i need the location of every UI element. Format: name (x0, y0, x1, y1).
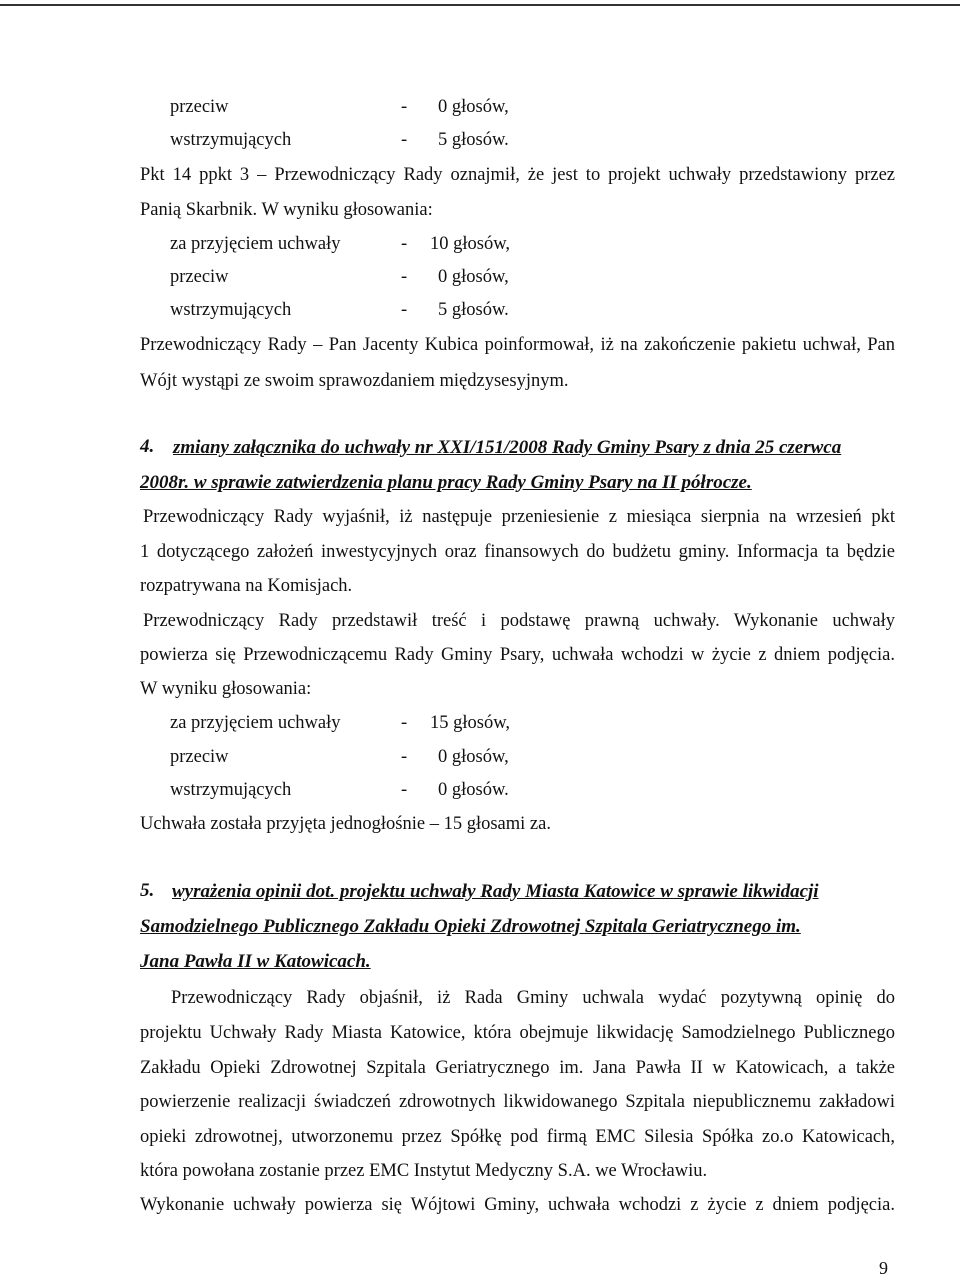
section5-para-line: która powołana zostanie przez EMC Instytut Medyczny S.A. we Wrocławiu. (140, 1161, 708, 1181)
vote-label: wstrzymujących (170, 780, 292, 800)
vote-label: za przyjęciem uchwały (170, 713, 341, 733)
vote-dash: - (401, 97, 408, 117)
section5-para-line: Przewodniczący Rady objaśnił, iż Rada Gminy uchwala wydać pozytywną opinię do (171, 988, 895, 1008)
section4-para-line: 1 dotyczącego założeń inwestycyjnych oraz finansowych do budżetu gminy. Informacja ta będzie (140, 542, 895, 562)
section4-title (140, 471, 752, 495)
vote-count: 5 głosów. (438, 130, 509, 150)
vote-label: przeciw (170, 747, 229, 767)
page-number: 9 (879, 1258, 888, 1278)
section5-title (140, 915, 801, 939)
section5-para-line: Zakładu Opieki Zdrowotnej Szpitala Geriatrycznego im. Jana Pawła II w Katowicach, a także (140, 1058, 895, 1078)
vote-count: 5 głosów. (438, 300, 509, 320)
section4-result: Uchwała została przyjęta jednogłośnie – 15 głosami za. (140, 814, 551, 834)
section5-para-line: opieki zdrowotnej, utworzonemu przez Spółkę pod firmą EMC Silesia Spółka zo.o Katowicach, (140, 1127, 895, 1147)
pkt14-line: Pkt 14 ppkt 3 – Przewodniczący Rady oznajmił, że jest to projekt uchwały przedstawiony przez (140, 165, 895, 185)
section5-para-line: powierzenie realizacji świadczeń zdrowotnych likwidowanego Szpitala niepublicznemu zakładowi (140, 1092, 895, 1112)
section5-title-line: Jana Pawła II w Katowicach. (140, 951, 371, 972)
vote-dash: - (401, 713, 408, 733)
section4-title-line: 2008r. w sprawie zatwierdzenia planu pracy Rady Gminy Psary na II półrocze. (140, 472, 752, 493)
section4-para-line: W wyniku głosowania: (140, 679, 312, 699)
section5-title (140, 950, 371, 974)
vote-dash: - (401, 300, 408, 320)
vote-count: 0 głosów, (438, 747, 509, 767)
section5-para-line: Wykonanie uchwały powierza się Wójtowi Gminy, uchwała wchodzi z życie z dniem podjęcia. (140, 1195, 895, 1215)
vote-dash: - (401, 780, 408, 800)
vote-count: 15 głosów, (430, 713, 510, 733)
section4-number: 4. (140, 436, 155, 457)
vote-dash: - (401, 747, 408, 767)
section4-title-line: zmiany załącznika do uchwały nr XXI/151/2008 Rady Gminy Psary z dnia 25 czerwca (173, 437, 842, 458)
section5-para-line: projektu Uchwały Rady Miasta Katowice, która obejmuje likwidację Samodzielnego Publicznego (140, 1023, 895, 1043)
section5-number: 5. (140, 880, 155, 901)
section5-title (172, 880, 819, 904)
section4-title (173, 436, 841, 460)
kubica-line: Przewodniczący Rady – Pan Jacenty Kubica poinformował, iż na zakończenie pakietu uchwał, Pan (140, 335, 895, 355)
vote-count: 0 głosów, (438, 97, 509, 117)
section5-title-line: Samodzielnego Publicznego Zakładu Opieki Zdrowotnej Szpitala Geriatrycznego im. (140, 916, 801, 937)
section4-para-line: powierza się Przewodniczącemu Rady Gminy Psary, uchwała wchodzi w życie z dniem podjęcia. (140, 645, 895, 665)
vote-count: 0 głosów. (438, 780, 509, 800)
vote-label: za przyjęciem uchwały (170, 234, 341, 254)
section5-title-line: wyrażenia opinii dot. projektu uchwały Rady Miasta Katowice w sprawie likwidacji (172, 881, 819, 902)
section4-para-line: rozpatrywana na Komisjach. (140, 576, 353, 596)
vote-count: 0 głosów, (438, 267, 509, 287)
section4-para-line: Przewodniczący Rady przedstawił treść i podstawę prawną uchwały. Wykonanie uchwały (143, 611, 895, 631)
section4-para-line: Przewodniczący Rady wyjaśnił, iż następuje przeniesienie z miesiąca sierpnia na wrzesień pkt (143, 507, 895, 527)
vote-dash: - (401, 267, 408, 287)
vote-dash: - (401, 130, 408, 150)
kubica-line: Wójt wystąpi ze swoim sprawozdaniem międzysesyjnym. (140, 371, 569, 391)
vote-label: przeciw (170, 97, 229, 117)
vote-count: 10 głosów, (430, 234, 510, 254)
vote-dash: - (401, 234, 408, 254)
vote-label: przeciw (170, 267, 229, 287)
vote-label: wstrzymujących (170, 130, 292, 150)
vote-label: wstrzymujących (170, 300, 292, 320)
pkt14-line: Panią Skarbnik. W wyniku głosowania: (140, 200, 433, 220)
top-rule (0, 4, 960, 6)
